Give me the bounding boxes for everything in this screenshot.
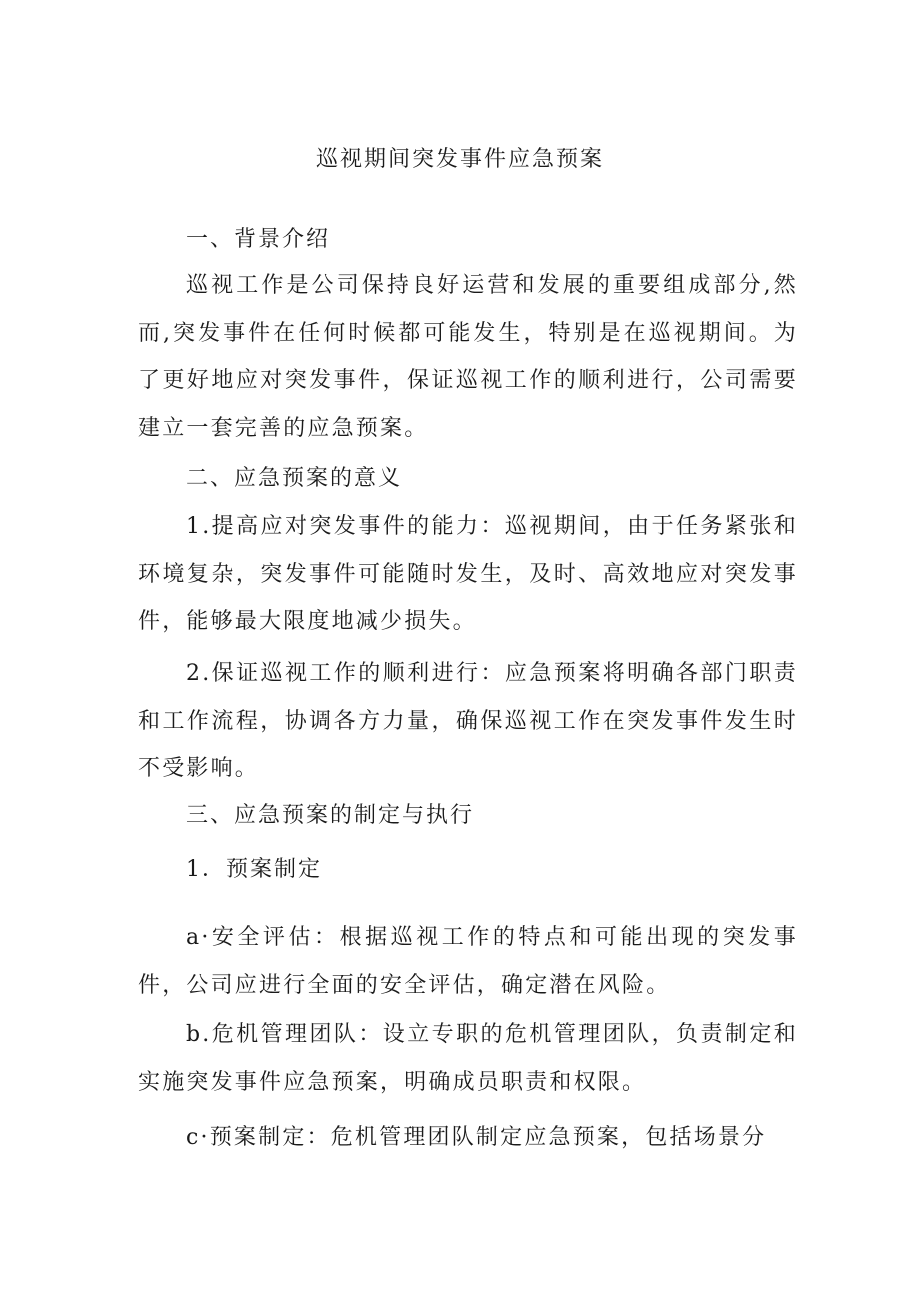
paragraph-significance-item-1: 1.提高应对突发事件的能力：巡视期间，由于任务紧张和环境复杂，突发事件可能随时发生，及时、高效地应对突发事件，能够最大限度地减少损失。 xyxy=(138,514,798,634)
paragraph-item-b: b.危机管理团队：设立专职的危机管理团队，负责制定和实施突发事件应急预案，明确成员职责和权限。 xyxy=(138,1022,798,1095)
section-heading-formulation: 三、应急预案的制定与执行 xyxy=(186,803,475,828)
section-heading-background: 一、背景介绍 xyxy=(186,227,331,252)
paragraph-significance-item-2: 2.保证巡视工作的顺利进行：应急预案将明确各部门职责和工作流程，协调各方力量，确保巡视工作在突发事件发生时不受影响。 xyxy=(138,661,798,781)
paragraph-item-c: c·预案制定：危机管理团队制定应急预案，包括场景分 xyxy=(186,1125,767,1150)
subheading-plan-formulation: 1．预案制定 xyxy=(186,857,322,882)
section-heading-significance: 二、应急预案的意义 xyxy=(186,466,403,491)
paragraph-background: 巡视工作是公司保持良好运营和发展的重要组成部分,然而,突发事件在任何时候都可能发生，特别是在巡视期间。为了更好地应对突发事件，保证巡视工作的顺利进行，公司需要建立一套完善的应急预案。 xyxy=(138,273,798,441)
document-title: 巡视期间突发事件应急预案 xyxy=(315,147,604,172)
paragraph-item-a: a·安全评估：根据巡视工作的特点和可能出现的突发事件，公司应进行全面的安全评估，确定潜在风险。 xyxy=(138,925,798,998)
